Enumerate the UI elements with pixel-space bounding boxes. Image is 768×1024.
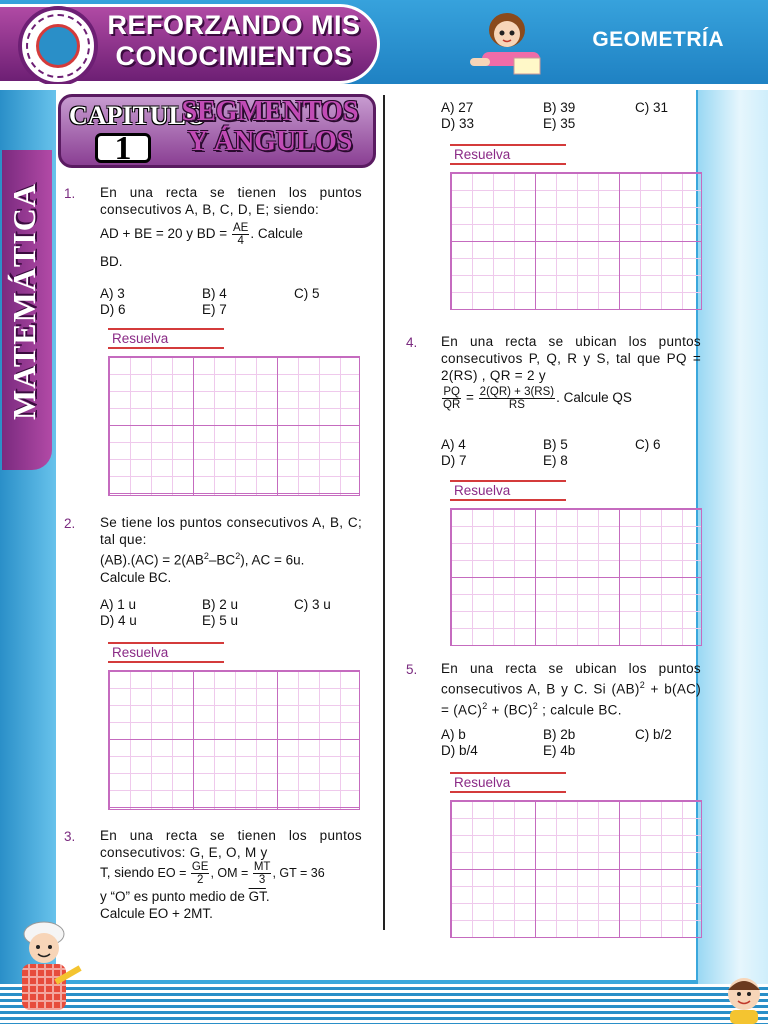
- girl-reading-illustration-icon: [462, 8, 552, 80]
- option-b: B) 2b: [543, 727, 576, 742]
- fraction: [253, 861, 272, 886]
- problem-equation: [100, 861, 362, 886]
- fraction-numerator: PQ: [443, 386, 460, 398]
- problem-number: 4.: [406, 335, 418, 350]
- problem-text: Se tiene los puntos consecutivos A, B, C; tal que:: [100, 515, 362, 547]
- logo-emblem-icon: [36, 24, 80, 68]
- subject-label: GEOMETRÍA: [592, 28, 724, 51]
- problem-equation: [441, 386, 701, 411]
- fraction: [479, 386, 555, 411]
- chapter-title: [165, 97, 375, 157]
- problem-2: [100, 514, 362, 586]
- superscript: 2: [482, 700, 488, 711]
- right-background: [698, 90, 768, 1024]
- problem-number: 3.: [64, 829, 76, 844]
- equation-text: En una recta se ubican los puntos consecutivos A, B y C. Si (AB): [441, 661, 701, 697]
- resuelva-label: Resuelva: [450, 144, 566, 165]
- chapter-label: CAPITULO: [69, 101, 207, 130]
- option-c: C) 6: [635, 437, 661, 452]
- page-header: [0, 0, 768, 90]
- boy-engineer-illustration-icon: [4, 912, 84, 1020]
- school-logo: [18, 6, 98, 86]
- option-b: B) 2 u: [202, 597, 239, 612]
- header-title-line1: REFORZANDO MIS: [107, 10, 361, 40]
- chapter-title-line1: SEGMENTOS: [181, 96, 359, 127]
- bottom-stripes: [0, 984, 768, 1024]
- resuelva-label: Resuelva: [450, 772, 566, 793]
- option-e: E) 35: [543, 116, 576, 131]
- answer-grid[interactable]: [450, 800, 702, 938]
- equation-text: ; calcule BC.: [538, 702, 622, 717]
- equation-text: , GT = 36: [272, 865, 325, 880]
- problem-equation: [100, 548, 362, 569]
- option-c: C) 5: [294, 286, 320, 301]
- answer-grid[interactable]: [108, 670, 360, 810]
- problem-text: En una recta se tienen los puntos consecutivos A, B, C, D, E; siendo:: [100, 185, 362, 217]
- option-c: C) 3 u: [294, 597, 331, 612]
- fraction-denominator: 3: [258, 874, 266, 886]
- fraction-denominator: 2: [196, 874, 204, 886]
- superscript: 2: [532, 700, 539, 711]
- option-e: E) 7: [202, 302, 227, 317]
- answer-options: [441, 437, 701, 471]
- equation-text: . Calcule QS: [556, 390, 632, 406]
- fraction-numerator: GE: [191, 861, 209, 873]
- answer-options: [100, 597, 362, 631]
- side-subject-label: MATEMÁTICA: [6, 183, 42, 420]
- problem-1: [100, 184, 362, 270]
- problem-text: En una recta se tienen los puntos consecutivos: G, E, O, M y: [100, 828, 362, 860]
- option-e: E) 8: [543, 453, 568, 468]
- equation-text: + b(AC) = (AC): [441, 681, 701, 717]
- option-b: B) 5: [543, 437, 568, 452]
- answer-grid[interactable]: [108, 356, 360, 496]
- fraction-denominator: 4: [237, 235, 244, 247]
- equation-text: EO =: [157, 865, 187, 880]
- problem-text: Calcule EO + 2MT.: [100, 906, 213, 921]
- answer-options: [441, 727, 701, 761]
- fraction-denominator: RS: [508, 399, 525, 411]
- answer-grid[interactable]: [450, 172, 702, 310]
- fraction-numerator: MT: [253, 861, 271, 873]
- segment-gt: $\overline{GT}$: [248, 889, 266, 904]
- fraction-numerator: AE: [232, 222, 249, 234]
- option-d: D) 4 u: [100, 613, 137, 628]
- option-d: D) 33: [441, 116, 475, 131]
- option-e: E) 4b: [543, 743, 576, 758]
- kid-illustration-icon: [718, 972, 768, 1024]
- option-a: A) 27: [441, 100, 474, 115]
- option-c: C) b/2: [635, 727, 672, 742]
- fraction: [232, 222, 249, 247]
- option-a: A) 3: [100, 286, 125, 301]
- problem-text: Calcule BC.: [100, 569, 172, 585]
- equation-text: . Calcule: [250, 226, 303, 242]
- option-b: B) 39: [543, 100, 576, 115]
- equation-text: AD + BE = 20 y BD =: [100, 226, 228, 242]
- column-divider: [383, 95, 385, 930]
- equation-text: + (BC): [487, 702, 533, 717]
- option-d: D) 6: [100, 302, 126, 317]
- equation-text: .: [265, 889, 270, 904]
- problem-number: 5.: [406, 662, 418, 677]
- option-e: E) 5 u: [202, 613, 239, 628]
- chapter-title-line2: Y ÁNGULOS: [187, 126, 353, 157]
- fraction-numerator: 2(QR) + 3(RS): [479, 386, 555, 398]
- fraction: [191, 861, 210, 886]
- option-b: B) 4: [202, 286, 227, 301]
- superscript: 2: [203, 551, 209, 561]
- equation-text: y “O” es punto medio de: [100, 889, 245, 904]
- fraction: [442, 386, 461, 411]
- header-title-line2: CONOCIMIENTOS: [115, 41, 353, 71]
- problem-5: [441, 660, 701, 718]
- answer-options: [100, 286, 362, 320]
- problem-4: [441, 333, 701, 411]
- superscript: 2: [235, 551, 241, 561]
- problem-text: [441, 660, 701, 718]
- option-c: C) 31: [635, 100, 669, 115]
- answer-grid[interactable]: [450, 508, 702, 646]
- equation-text: T, siendo: [100, 864, 155, 880]
- option-d: D) 7: [441, 453, 467, 468]
- chapter-number: 1: [95, 133, 151, 163]
- problem-number: 2.: [64, 516, 76, 531]
- problem-text-end: BD.: [100, 254, 123, 269]
- chapter-banner: [58, 94, 376, 168]
- superscript: 2: [639, 680, 645, 690]
- problem-text: En una recta se ubican los puntos consecutivos P, Q, R y S, tal que PQ = 2(RS) , QR = 2 y: [441, 334, 701, 383]
- equation-text: ), AC = 6u.: [240, 552, 305, 568]
- resuelva-label: Resuelva: [108, 328, 224, 349]
- resuelva-label: Resuelva: [450, 480, 566, 501]
- equation-text: –BC: [208, 552, 236, 568]
- header-title: [104, 10, 364, 72]
- problem-3: [100, 827, 362, 922]
- equation-text: (AB).(AC) = 2(AB: [100, 552, 204, 568]
- option-a: A) 4: [441, 437, 466, 452]
- option-a: A) b: [441, 727, 466, 742]
- problem-text: [100, 888, 362, 905]
- fraction-denominator: QR: [443, 399, 461, 411]
- resuelva-label: Resuelva: [108, 642, 224, 663]
- problem-equation: [100, 222, 362, 247]
- equals-sign: =: [466, 390, 474, 406]
- equation-text: , OM =: [210, 865, 249, 880]
- option-d: D) b/4: [441, 743, 478, 758]
- problem-number: 1.: [64, 186, 76, 201]
- option-a: A) 1 u: [100, 597, 137, 612]
- answer-options: [441, 100, 701, 134]
